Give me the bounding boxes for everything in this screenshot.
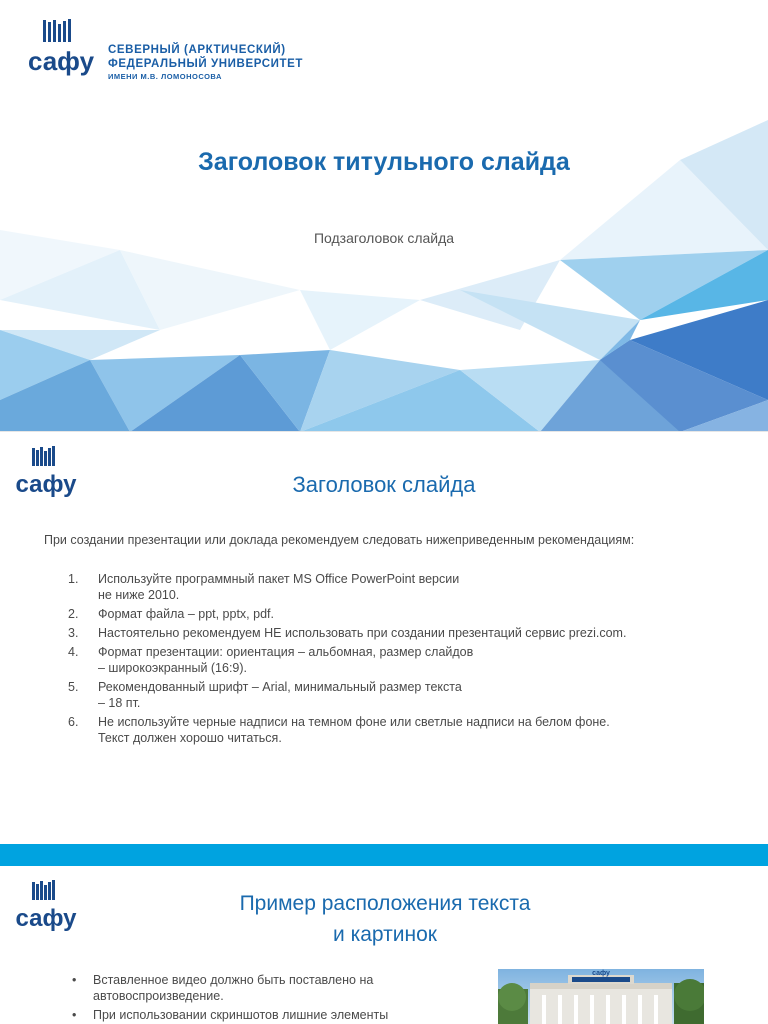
list-item [72, 1007, 452, 1023]
logo-book-icon [14, 880, 78, 932]
university-building-photo [498, 969, 704, 1024]
content-slide [0, 432, 768, 844]
org-name-line-2: ФЕДЕРАЛЬНЫЙ УНИВЕРСИТЕТ [108, 58, 303, 70]
university-name [108, 43, 303, 83]
list-item-text: Используйте программный пакет MS Office PowerPoint версии [98, 572, 460, 586]
svg-text:сафу: сафу [27, 46, 95, 76]
list-item [44, 644, 724, 676]
list-item-text-continued: не ниже 2010. [98, 588, 180, 602]
org-name-line-3: ИМЕНИ М.В. ЛОМОНОСОВА [108, 72, 222, 81]
university-logo [26, 18, 96, 76]
list-item-text-continued: – 18 пт. [98, 696, 141, 710]
recommendations-list [44, 571, 724, 749]
slide-heading-line-2: и картинок [333, 923, 437, 946]
list-item-text-continued: автовоспроизведение. [93, 989, 224, 1003]
bullet-icon: • [72, 973, 77, 987]
list-item-text: Настоятельно рекомендуем НЕ использовать при создании презентаций сервис prezi.com. [98, 626, 627, 640]
text-and-images-slide [0, 866, 768, 1024]
slide-heading: Заголовок слайда [292, 472, 476, 497]
list-item-text-continued: – широкоэкранный (16:9). [98, 661, 248, 675]
university-logo-small [14, 880, 78, 932]
list-item-text: При использовании скриншотов лишние элементы [93, 1008, 389, 1022]
org-name-line-1: СЕВЕРНЫЙ (АРКТИЧЕСКИЙ) [108, 44, 286, 56]
building-photo-image [498, 969, 704, 1024]
list-item-text-continued: Текст должен хорошо читаться. [98, 731, 282, 745]
slide-heading-line-1: Пример расположения текста [239, 892, 531, 915]
list-item-number: 3. [68, 626, 79, 640]
list-item-number: 5. [68, 680, 79, 694]
list-item-text: Рекомендованный шрифт – Arial, минимальный размер текста [98, 680, 462, 694]
list-item [72, 972, 452, 1004]
list-item [44, 606, 724, 622]
bullet-list [72, 972, 452, 1024]
list-item-text: Формат презентации: ориентация – альбомная, размер слайдов [98, 645, 474, 659]
slide-separator-bar [0, 844, 768, 866]
list-item [44, 625, 724, 641]
title-slide-subheading: Подзаголовок слайда [313, 230, 455, 246]
logo-book-icon [26, 18, 96, 76]
list-item-number: 1. [68, 572, 79, 586]
intro-paragraph: При создании презентации или доклада рекомендуем следовать нижеприведенным рекомендациям: [44, 533, 635, 547]
bullet-icon: • [72, 1008, 77, 1022]
list-item-text: Не используйте черные надписи на темном фоне или светлые надписи на белом фоне. [98, 715, 610, 729]
title-slide-heading: Заголовок титульного слайда [198, 148, 570, 176]
list-item-number: 6. [68, 715, 79, 729]
list-item [44, 571, 724, 603]
list-item [44, 714, 724, 746]
list-item-text: Формат файла – ppt, pptx, pdf. [98, 607, 274, 621]
list-item [44, 679, 724, 711]
list-item-text: Вставленное видео должно быть поставлено на [93, 973, 374, 987]
svg-text:сафу: сафу [15, 471, 77, 498]
list-item-number: 4. [68, 645, 79, 659]
title-slide [0, 0, 768, 432]
list-item-number: 2. [68, 607, 79, 621]
svg-text:сафу: сафу [15, 905, 77, 932]
svg-text:сафу: сафу [592, 970, 610, 977]
slide-heading [120, 888, 650, 950]
